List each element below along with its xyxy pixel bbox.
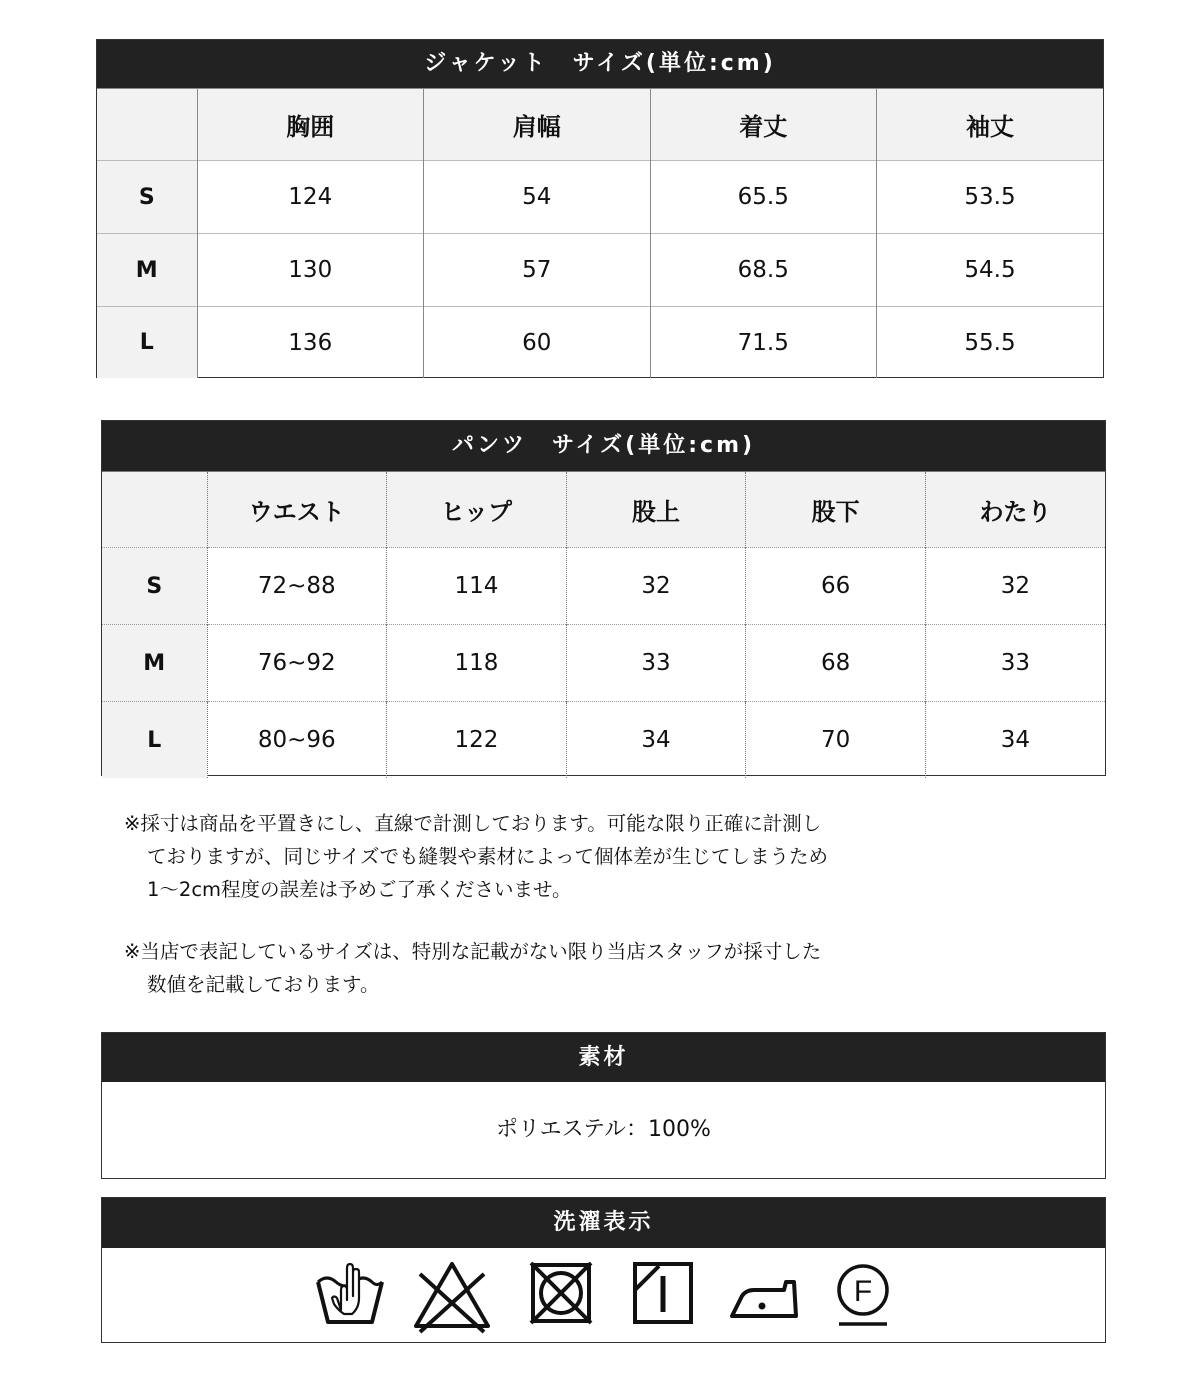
material-box (101, 1032, 1106, 1179)
column-header-chest: 胸囲 (197, 89, 424, 161)
size-label: M (97, 234, 197, 307)
table-header-row (97, 89, 1103, 161)
size-label: S (97, 161, 197, 234)
note-line: ※採寸は商品を平置きにし、直線で計測しております。可能な限り正確に計測し (124, 812, 822, 835)
no-tumble-dry-icon (528, 1260, 594, 1326)
table-cell: 53.5 (877, 161, 1104, 234)
table-cell: 60 (424, 307, 651, 379)
table-cell: 68.5 (650, 234, 877, 307)
material-content: ポリエステル：100% (496, 1117, 711, 1142)
size-label: L (97, 307, 197, 379)
column-header-shoulder: 肩幅 (424, 89, 651, 161)
table-cell: 114 (387, 548, 567, 625)
size-label: L (102, 702, 207, 779)
table-cell: 71.5 (650, 307, 877, 379)
table-cell: 65.5 (650, 161, 877, 234)
table-cell: 33 (925, 625, 1105, 702)
pants-table-title: パンツ サイズ(単位:cm) (102, 421, 1105, 471)
table-cell: 32 (566, 548, 746, 625)
iron-low-icon (728, 1260, 800, 1326)
care-label-box (101, 1197, 1106, 1343)
column-header-sleeve: 袖丈 (877, 89, 1104, 161)
table-row (97, 234, 1103, 307)
jacket-size-table (96, 39, 1104, 378)
table-cell: 130 (197, 234, 424, 307)
pants-size-table (101, 420, 1106, 776)
column-header-inseam: 股下 (746, 472, 926, 548)
care-title: 洗濯表示 (102, 1198, 1105, 1248)
dry-clean-f-icon (835, 1260, 891, 1330)
table-cell: 70 (746, 702, 926, 779)
column-header-thigh: わたり (925, 472, 1105, 548)
table-cell: 34 (925, 702, 1105, 779)
note-line: ておりますが、同じサイズでも縫製や素材によって個体差が生じてしまうため (147, 845, 828, 868)
table-cell: 124 (197, 161, 424, 234)
table-cell: 80~96 (207, 702, 387, 779)
corner-cell (102, 472, 207, 548)
table-cell: 66 (746, 548, 926, 625)
no-bleach-icon (412, 1260, 492, 1334)
table-cell: 34 (566, 702, 746, 779)
column-header-length: 着丈 (650, 89, 877, 161)
table-cell: 54 (424, 161, 651, 234)
dry-clean-letter: F (853, 1275, 873, 1308)
table-cell: 54.5 (877, 234, 1104, 307)
table-cell: 136 (197, 307, 424, 379)
jacket-table (97, 88, 1103, 378)
pants-table (102, 471, 1105, 778)
table-cell: 122 (387, 702, 567, 779)
measurement-note (124, 807, 828, 906)
table-header-row (102, 472, 1105, 548)
size-label: M (102, 625, 207, 702)
table-cell: 57 (424, 234, 651, 307)
size-label: S (102, 548, 207, 625)
table-row (97, 307, 1103, 379)
care-icons (102, 1248, 1105, 1342)
jacket-table-title: ジャケット サイズ(単位:cm) (97, 40, 1103, 88)
table-cell: 76~92 (207, 625, 387, 702)
column-header-waist: ウエスト (207, 472, 387, 548)
table-cell: 68 (746, 625, 926, 702)
table-cell: 32 (925, 548, 1105, 625)
note-line: 1〜2cm程度の誤差は予めご了承くださいませ。 (147, 878, 572, 901)
column-header-hip: ヒップ (387, 472, 567, 548)
table-cell: 55.5 (877, 307, 1104, 379)
hand-wash-icon (314, 1260, 386, 1330)
size-note (124, 935, 821, 1001)
table-cell: 33 (566, 625, 746, 702)
table-cell: 72~88 (207, 548, 387, 625)
note-line: ※当店で表記しているサイズは、特別な記載がない限り当店スタッフが採寸した (124, 940, 822, 963)
column-header-rise: 股上 (566, 472, 746, 548)
table-row (102, 548, 1105, 625)
table-row (97, 161, 1103, 234)
table-cell: 118 (387, 625, 567, 702)
line-dry-shade-icon (631, 1260, 695, 1326)
table-row (102, 625, 1105, 702)
note-line: 数値を記載しております。 (147, 973, 380, 996)
table-row (102, 702, 1105, 779)
material-title: 素材 (102, 1033, 1105, 1082)
corner-cell (97, 89, 197, 161)
